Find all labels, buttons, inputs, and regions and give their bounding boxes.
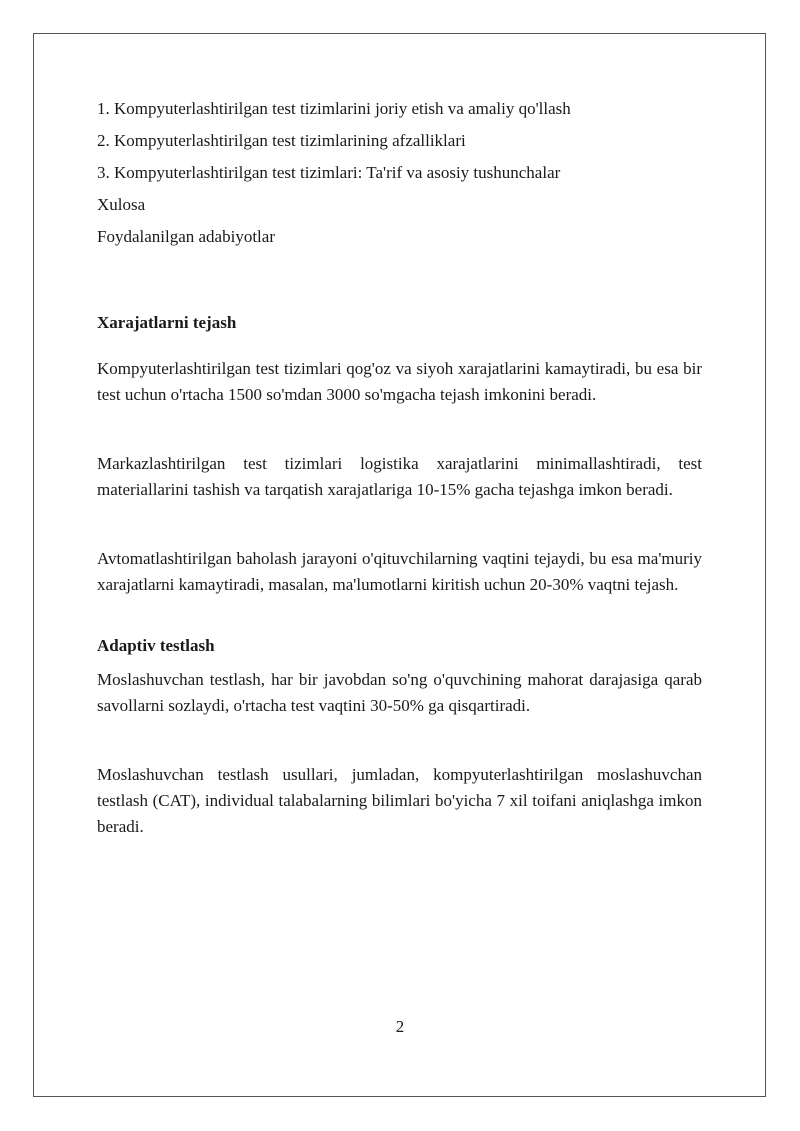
section-cost-savings [97,310,702,598]
paragraph: Avtomatlashtirilgan baholash jarayoni o'qituvchilarning vaqtini tejaydi, bu esa ma'muriy xarajatlarni kamaytiradi, masalan, ma'lumotlarni kiritish uchun 20-30% vaqtni tejash. [97,549,702,594]
page-content [97,96,702,840]
section-heading: Xarajatlarni tejash [97,313,237,332]
toc-item: 2. Kompyuterlashtirilgan test tizimlarining afzalliklari [97,131,466,150]
toc-item: 3. Kompyuterlashtirilgan test tizimlari: Ta'rif va asosiy tushunchalar [97,163,561,182]
toc-item: Foydalanilgan adabiyotlar [97,227,275,246]
table-of-contents [97,96,702,250]
section-adaptive-testing [97,633,702,840]
paragraph: Kompyuterlashtirilgan test tizimlari qog'oz va siyoh xarajatlarini kamaytiradi, bu esa bir test uchun o'rtacha 1500 so'mdan 3000 so'mgacha tejash imkonini beradi. [97,359,702,404]
paragraph: Moslashuvchan testlash usullari, jumladan, kompyuterlashtirilgan moslashuvchan testlash (CAT), individual talabalarning bilimlari bo'yicha 7 xil toifani aniqlashga imkon beradi. [97,765,702,836]
toc-item: Xulosa [97,195,146,214]
section-heading: Adaptiv testlash [97,636,215,655]
paragraph: Moslashuvchan testlash, har bir javobdan so'ng o'quvchining mahorat darajasiga qarab savollarni sozlaydi, o'rtacha test vaqtini 30-50% ga qisqartiradi. [97,670,702,715]
paragraph: Markazlashtirilgan test tizimlari logistika xarajatlarini minimallashtiradi, test materiallarini tashish va tarqatish xarajatlariga 10-15% gacha tejashga imkon beradi. [97,454,702,499]
page-number: 2 [395,1017,405,1036]
toc-item: 1. Kompyuterlashtirilgan test tizimlarini joriy etish va amaliy qo'llash [97,99,571,118]
